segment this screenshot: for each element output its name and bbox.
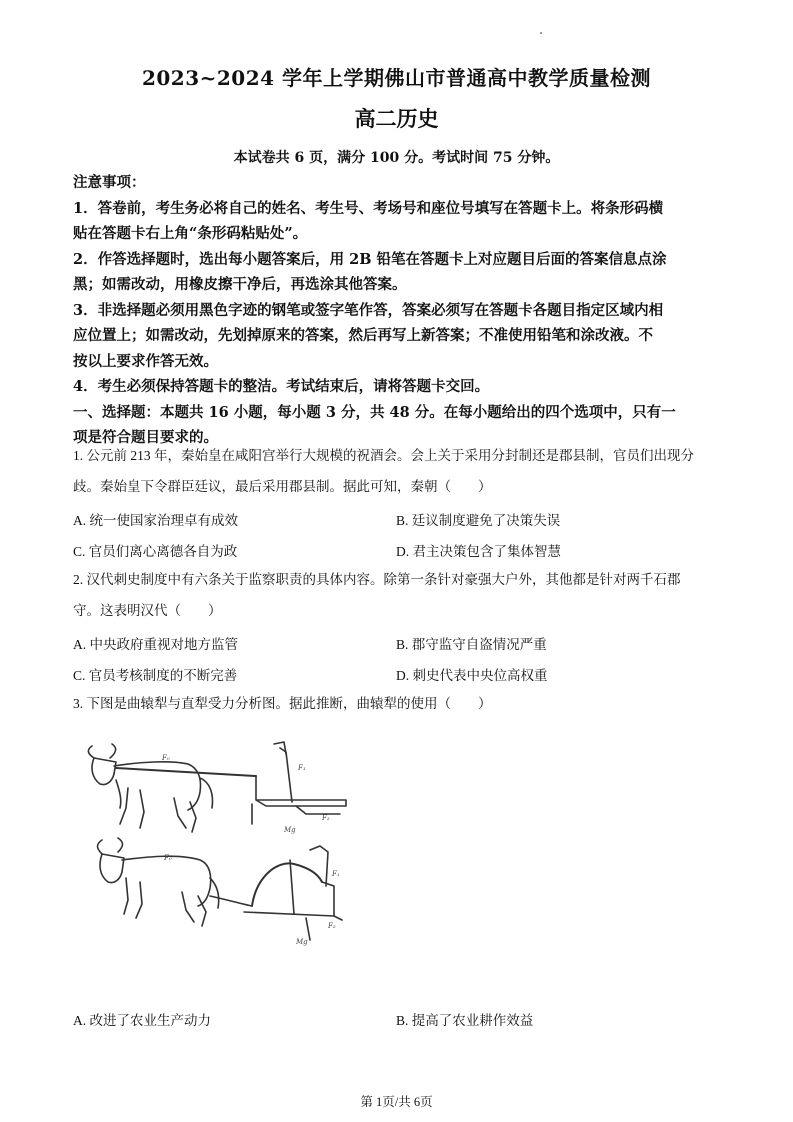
plough-force-diagram xyxy=(70,728,355,960)
notice-line: 3．非选择题必须用黑色字迹的钢笔或签字笔作答，答案必须写在答题卡各题目指定区域内相 xyxy=(73,301,664,319)
section-heading: 一、选择题：本题共 16 小题，每小题 3 分，共 48 分。在每小题给出的四个选项中，只有一 xyxy=(73,403,676,421)
question-2-stem xyxy=(73,564,723,626)
question-2-line1: 2. 汉代刺史制度中有六条关于监察职责的具体内容。除第一条针对豪强大户外，其他都是针对两千石郡 xyxy=(73,572,681,587)
subject-title: 高二历史 xyxy=(354,106,439,131)
notice-block xyxy=(73,170,723,451)
force-label: F₀ xyxy=(162,754,170,762)
scan-speck xyxy=(540,32,542,34)
notice-line: 4．考生必须保持答题卡的整洁。考试结束后，请将答题卡交回。 xyxy=(73,378,490,395)
q2-option-a: A. 中央政府重视对地方监管 xyxy=(73,637,238,652)
q3-option-b: B. 提高了农业耕作效益 xyxy=(396,1013,534,1028)
ox-illustration-bottom xyxy=(98,838,219,926)
question-1-line2: 歧。秦始皇下令群臣廷议，最后采用郡县制。据此可知，秦朝（ ） xyxy=(73,479,492,494)
force-label: F₂ xyxy=(322,814,330,822)
force-label: F₁ xyxy=(332,870,340,878)
page-footer: 第 1页/共 6页 xyxy=(360,1095,433,1109)
q1-option-c: C. 官员们离心离德各自为政 xyxy=(73,544,238,559)
notice-line: 贴在答题卡右上角“条形码粘贴处”。 xyxy=(73,225,308,242)
question-3-stem: 3. 下图是曲辕犁与直犁受力分析图。据此推断，曲辕犁的使用（ ） xyxy=(73,696,492,711)
force-label: F₀ xyxy=(164,854,172,862)
notice-line: 2．作答选择题时，选出每小题答案后，用 2B 铅笔在答题卡上对应题目后面的答案信息点涂 xyxy=(73,250,667,268)
ox-illustration-top xyxy=(88,744,212,832)
force-label: F₁ xyxy=(298,764,306,772)
q3-option-a: A. 改进了农业生产动力 xyxy=(73,1013,211,1028)
question-1-line1: 1. 公元前 213 年，秦始皇在咸阳宫举行大规模的祝酒会。会上关于采用分封制还是郡县制，官员们出现分 xyxy=(73,448,694,463)
notice-line: 黑；如需改动，用橡皮擦干净后，再选涂其他答案。 xyxy=(73,276,407,293)
force-label: Mg xyxy=(296,938,308,946)
notice-line: 按以上要求作答无效。 xyxy=(73,352,218,370)
exam-title: 2023~2024 学年上学期佛山市普通高中教学质量检测 xyxy=(141,66,652,90)
force-label: Mg xyxy=(284,826,296,834)
force-label: F₂ xyxy=(328,922,336,930)
notice-heading: 注意事项： xyxy=(73,174,146,191)
question-2-line2: 守。这表明汉代（ ） xyxy=(73,603,222,618)
q2-option-c: C. 官员考核制度的不断完善 xyxy=(73,668,238,683)
q1-option-b: B. 廷议制度避免了决策失误 xyxy=(396,513,561,528)
q1-option-d: D. 君主决策包含了集体智慧 xyxy=(396,544,561,559)
q2-option-b: B. 郡守监守自盗情况严重 xyxy=(396,637,547,652)
q2-option-d: D. 刺史代表中央位高权重 xyxy=(396,668,548,683)
notice-line: 应位置上；如需改动，先划掉原来的答案，然后再写上新答案；不准使用铅笔和涂改液。不 xyxy=(73,327,653,344)
section-heading: 项是符合题目要求的。 xyxy=(73,429,218,446)
q1-option-a: A. 统一使国家治理卓有成效 xyxy=(73,513,238,528)
exam-info: 本试卷共 6 页，满分 100 分。考试时间 75 分钟。 xyxy=(233,150,560,166)
question-1-stem xyxy=(73,440,723,502)
notice-line: 1．答卷前，考生务必将自己的姓名、考生号、考场号和座位号填写在答题卡上。将条形码横 xyxy=(73,199,664,217)
